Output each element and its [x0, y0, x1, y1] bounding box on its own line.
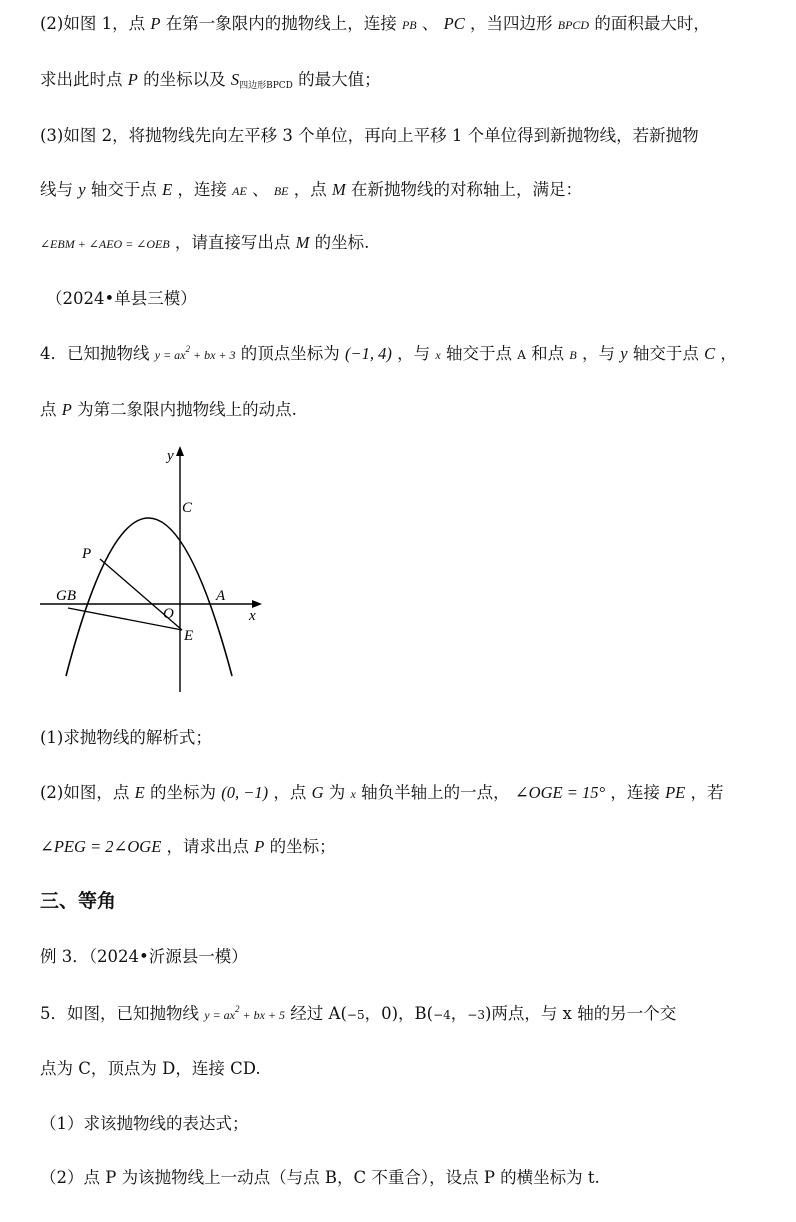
q4-part2-line2 [40, 833, 336, 857]
text: 的坐标. [314, 233, 370, 252]
math-subscript: 四边形BPCD [239, 81, 293, 91]
text: ，点 [293, 180, 327, 199]
label-y: y [167, 448, 174, 464]
math-var: P [127, 70, 138, 89]
text: ，与 [397, 344, 431, 363]
text: 4．已知抛物线 [40, 344, 150, 363]
math-var: M [295, 233, 310, 252]
number: −5 [346, 1008, 365, 1022]
math-var: P [150, 14, 161, 33]
math-equation: ∠OGE = 15° [514, 783, 606, 802]
math-var: y [620, 344, 628, 363]
text: 的坐标； [269, 837, 336, 856]
math-var: E [162, 180, 173, 199]
text: ， [720, 344, 737, 363]
math-var: M [332, 180, 346, 199]
section-heading: 三、等角 [40, 890, 117, 912]
text: 轴交于点 [445, 344, 512, 363]
text: 的最大值； [298, 70, 381, 89]
math-var: S [230, 70, 240, 89]
q5-line2: 点为 C，顶点为 D，连接 CD. [40, 1059, 261, 1078]
label-O: O [163, 606, 174, 622]
q3-part3-line3 [40, 229, 369, 253]
math-var: BE [273, 184, 289, 198]
number: −3 [467, 1008, 485, 1022]
math-var: y [78, 180, 86, 199]
label-A: A [216, 588, 226, 604]
parabola-figure [30, 440, 270, 700]
text: 轴负半轴上的一点， [361, 783, 510, 802]
math-equation [204, 1004, 286, 1022]
math-equation: ∠EBM + ∠AEO = ∠OEB [40, 237, 170, 251]
label-GB: GB [56, 588, 76, 604]
eq-part: y = ax [154, 348, 186, 362]
text: (2)如图，点 [40, 783, 130, 802]
eq-part: + bx + 3 [190, 348, 236, 362]
math-equation: ∠PEG = 2∠OGE [40, 837, 162, 856]
q4-line1 [40, 340, 737, 364]
x-axis-arrow [252, 600, 262, 608]
eq-part: + bx + 5 [239, 1008, 286, 1022]
text: (2)如图 1，点 [40, 14, 146, 33]
math-var: PC [443, 14, 465, 33]
math-var: BPCD [557, 18, 590, 32]
text: ，请直接写出点 [174, 233, 291, 252]
text: 轴交于点 [90, 180, 157, 199]
text: ，点 [273, 783, 307, 802]
text: 在新抛物线的对称轴上，满足： [351, 180, 583, 199]
text: 的顶点坐标为 [240, 344, 340, 363]
math-var: B [569, 348, 577, 362]
q3-part2-line2 [40, 66, 381, 91]
text: 、 [421, 14, 439, 33]
text: ，0)，B( [364, 1004, 434, 1023]
math-var: C [704, 344, 716, 363]
math-var: G [311, 783, 324, 802]
text: 的坐标以及 [143, 70, 226, 89]
eq-exponent: 2 [235, 1004, 240, 1014]
text: 的坐标为 [149, 783, 216, 802]
label-P: P [82, 546, 92, 562]
q4-part1: (1)求抛物线的解析式； [40, 728, 212, 747]
text: 点 [40, 400, 57, 419]
text: 经过 A( [290, 1004, 347, 1023]
math-var: PB [401, 18, 417, 32]
text: 和点 [531, 344, 565, 363]
example-title: 例 3．（2024•沂源县一模） [40, 947, 248, 966]
q3-part2-line1 [40, 10, 710, 34]
q3-part3-line1: (3)如图 2，将抛物线先向左平移 3 个单位，再向上平移 1 个单位得到新抛物线，若新抛物 [40, 126, 699, 145]
text: 为第二象限内抛物线上的动点. [77, 400, 297, 419]
text: ，若 [690, 783, 724, 802]
number: −4 [433, 1008, 451, 1022]
q5-line1 [40, 1000, 676, 1024]
eq-exponent: 2 [185, 344, 190, 354]
math-var: E [134, 783, 145, 802]
math-var: P [61, 400, 72, 419]
text: 轴交于点 [632, 344, 699, 363]
text: 5．如图，已知抛物线 [40, 1004, 199, 1023]
label-C: C [182, 500, 193, 516]
text: )两点，与 x 轴的另一个交 [485, 1004, 677, 1023]
text: 求出此时点 [40, 70, 123, 89]
q3-part3-line2 [40, 176, 582, 200]
text: 线与 [40, 180, 73, 199]
math-var: A [517, 348, 526, 362]
math-var: AE [232, 184, 247, 198]
text: ， [450, 1004, 468, 1023]
text: ，连接 [610, 783, 660, 802]
math-equation [154, 344, 236, 362]
math-var: x [435, 348, 441, 362]
text: 的面积最大时， [594, 14, 710, 33]
math-var: x [350, 787, 356, 801]
parabola-curve [66, 518, 232, 676]
math-var: (−1, 4) [345, 344, 392, 363]
source-note: （2024•单县三模） [46, 289, 197, 308]
text: 、 [252, 180, 269, 199]
math-var: PE [665, 783, 686, 802]
label-E: E [184, 628, 194, 644]
math-var: P [254, 837, 265, 856]
q5-part1: （1）求该抛物线的表达式； [40, 1114, 249, 1133]
q4-line2 [40, 396, 297, 420]
label-x: x [249, 608, 256, 624]
text: ，当四边形 [469, 14, 553, 33]
q4-part2-line1 [40, 779, 723, 803]
text: 为 [328, 783, 346, 802]
text: 在第一象限内的抛物线上，连接 [165, 14, 397, 33]
q5-part2: （2）点 P 为该抛物线上一动点（与点 B，C 不重合），设点 P 的横坐标为 t. [40, 1168, 600, 1187]
text: ，请求出点 [166, 837, 250, 856]
math-var: (0, −1) [221, 783, 269, 802]
y-axis-arrow [176, 446, 184, 456]
text: ，连接 [177, 180, 227, 199]
text: ，与 [582, 344, 615, 363]
eq-part: y = ax [204, 1008, 235, 1022]
